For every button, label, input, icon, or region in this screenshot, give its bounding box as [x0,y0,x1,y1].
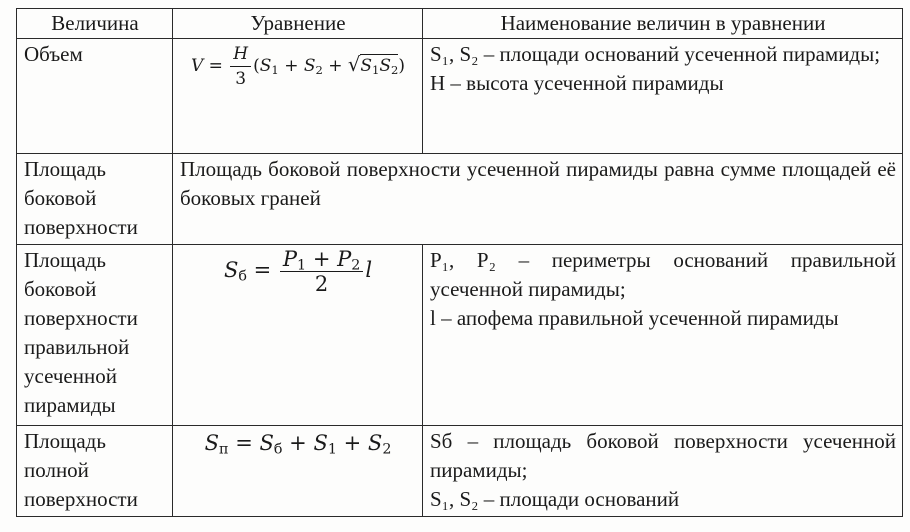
volume-fraction: $\frac{H}{3}$ [230,43,251,90]
description-line: H – высота усеченной пирамиды [430,71,724,95]
description-regular-lateral-area [423,245,903,426]
lateral-area-formula: $S_б$ = $\frac{P_1 + P_2}{2}$ l [223,247,373,296]
description-line: P₁, P₂ – периметры оснований правильной усеченной пирамиды; [430,248,896,301]
equation-total-area [173,426,423,517]
quantity-total-area: Площадь полной поверхности [17,426,173,517]
header-description: Наименование величин в уравнении [423,9,903,39]
description-total-area [423,426,903,517]
merged-definition: Площадь боковой поверхности усеченной пирамиды равна сумме площадей её боковых граней [173,154,903,245]
header-quantity: Величина [17,9,173,39]
lateral-area-fraction: $\frac{P_1 + P_2}{2}$ [280,248,363,295]
table-row-regular-lateral-area [17,245,903,426]
description-line: S₁, S₂ – площади оснований усеченной пирамиды; [430,42,881,66]
quantity-regular-lateral-area: Площадь боковой поверхности правильной усеченной пирамиды [17,245,173,426]
description-line: Sб – площадь боковой поверхности усеченной пирамиды; [430,429,896,482]
table-row-total-area [17,426,903,517]
quantity-lateral-area: Площадь боковой поверхности [17,154,173,245]
total-area-formula: $S_п = S_б + S_1 + S_2$ [204,431,392,458]
volume-formula: V = $\frac{H}{3}$ $(S_1 + S_2 + √S_1S_2)$ [190,44,406,89]
equation-volume [173,39,423,154]
table-row-volume [17,39,903,154]
description-volume [423,39,903,154]
description-line: S₁, S₂ – площади оснований [430,487,680,511]
description-line: l – апофема правильной усеченной пирамиды [430,306,839,330]
quantity-volume: Объем [17,39,173,154]
table-header-row [17,9,903,39]
equation-regular-lateral-area [173,245,423,426]
formulas-table [16,8,903,517]
header-equation: Уравнение [173,9,423,39]
sqrt-term: $√S_1S_2$ [347,53,399,77]
table-row-lateral-area [17,154,903,245]
